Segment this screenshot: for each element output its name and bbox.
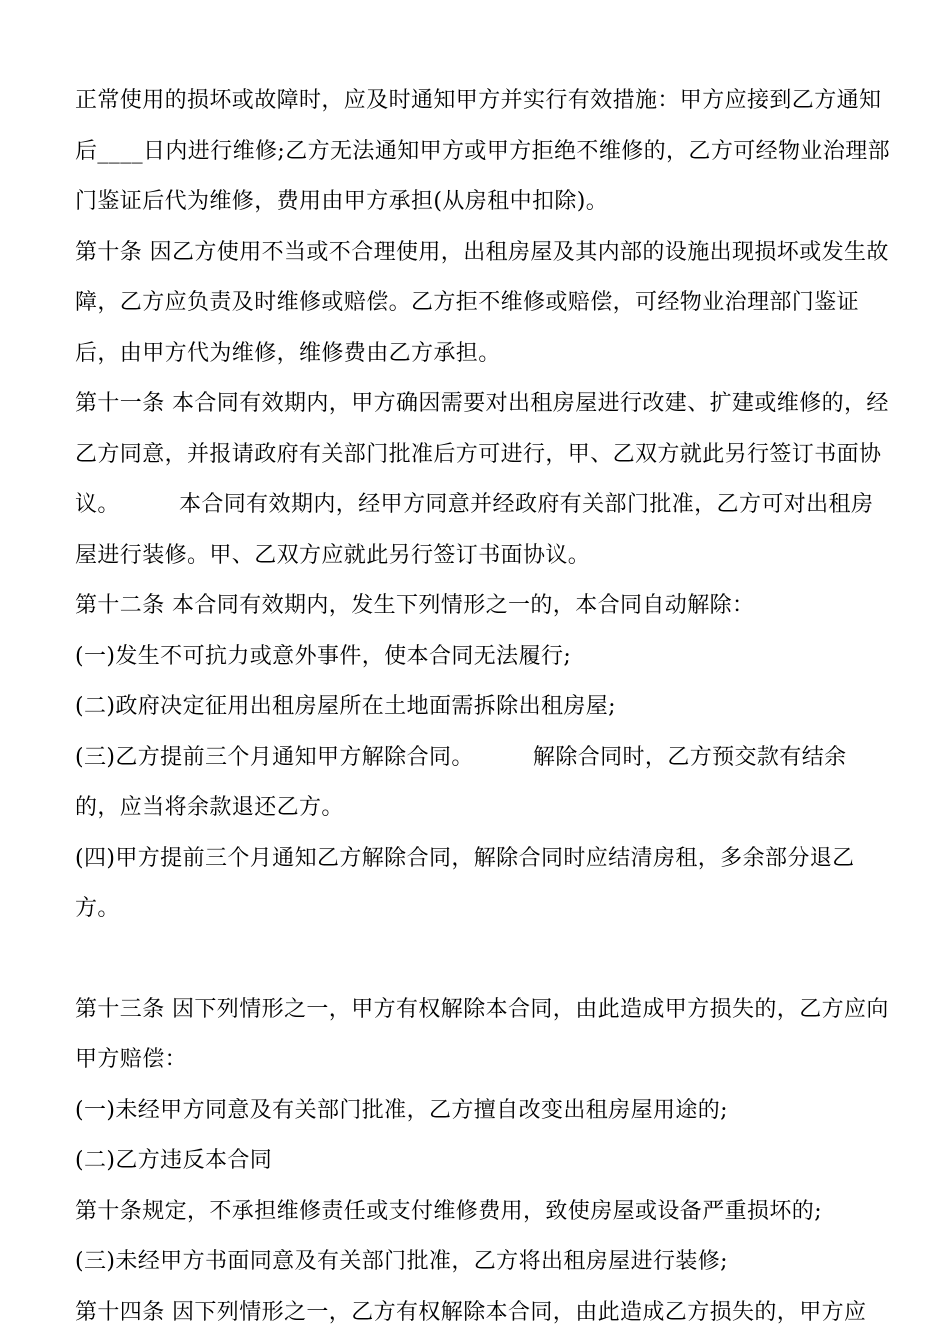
- list-item-article-13-2: (二)乙方违反本合同: [75, 1148, 273, 1173]
- paragraph-repair-notice: 正常使用的损坏或故障时，应及时通知甲方并实行有效措施：甲方应接到乙方通知后____日内进行维修;乙方无法通知甲方或甲方拒绝不维修的，乙方可经物业治理部门鉴证后代为维修，费用由甲方承担(从房租中扣除)。: [75, 88, 891, 214]
- paragraph-article-12: 第十二条 本合同有效期内，发生下列情形之一的，本合同自动解除：: [75, 593, 755, 618]
- paragraph-article-14: 第十四条 因下列情形之一，乙方有权解除本合同，由此造成乙方损失的，甲方应: [75, 1299, 867, 1325]
- list-item-article-12-3: (三)乙方提前三个月通知甲方解除合同。 解除合同时，乙方预交款有结余的，应当将余款退还乙方。: [75, 744, 847, 820]
- paragraph-spacer: [75, 935, 890, 985]
- list-item-article-12-4: (四)甲方提前三个月通知乙方解除合同，解除合同时应结清房租，多余部分退乙方。: [75, 845, 855, 921]
- paragraph-article-10: 第十条 因乙方使用不当或不合理使用，出租房屋及其内部的设施出现损坏或发生故障，乙方应负责及时维修或赔偿。乙方拒不维修或赔偿，可经物业治理部门鉴证后，由甲方代为维修，维修费由乙方承担。: [75, 239, 889, 366]
- list-item-article-13-1: (一)未经甲方同意及有关部门批准，乙方擅自改变出租房屋用途的;: [75, 1097, 728, 1123]
- list-item-article-12-1: (一)发生不可抗力或意外事件，使本合同无法履行;: [75, 643, 572, 669]
- document-body: [75, 76, 890, 1338]
- paragraph-article-11: 第十一条 本合同有效期内，甲方确因需要对出租房屋进行改建、扩建或维修的，经乙方同意，并报请政府有关部门批准后方可进行，甲、乙双方就此另行签订书面协议。 本合同有效期内，经甲方同意并经政府有关部门批准，乙方可对出租房屋进行装修。甲、乙双方应就此另行签订书面协议。: [75, 391, 889, 568]
- list-item-article-13-2-cont: 第十条规定，不承担维修责任或支付维修费用，致使房屋或设备严重损坏的;: [75, 1198, 823, 1224]
- list-item-article-12-2: (二)政府决定征用出租房屋所在土地面需拆除出租房屋;: [75, 694, 616, 719]
- list-item-article-13-3: (三)未经甲方书面同意及有关部门批准，乙方将出租房屋进行装修;: [75, 1249, 728, 1274]
- paragraph-article-13: 第十三条 因下列情形之一，甲方有权解除本合同，由此造成甲方损失的，乙方应向甲方赔偿：: [75, 996, 889, 1072]
